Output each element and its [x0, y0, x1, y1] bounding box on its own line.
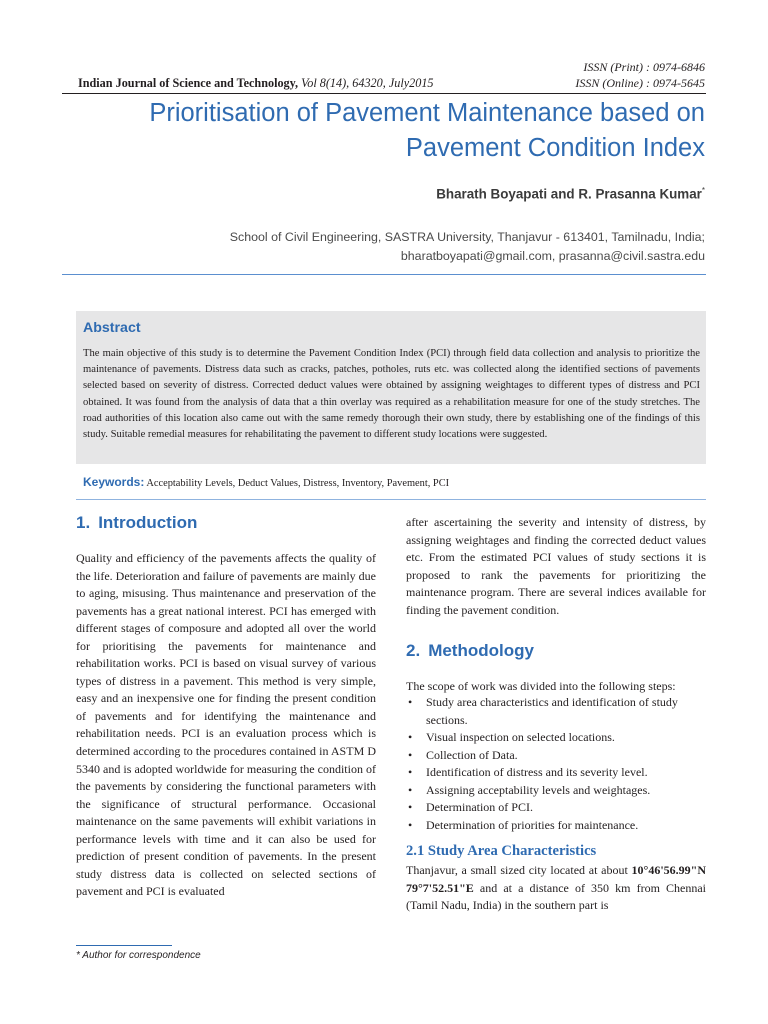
- keywords: [83, 475, 708, 489]
- methodology-intro: The scope of work was divided into the following steps:: [406, 679, 676, 693]
- journal-issue: Vol 8(14), 64320, July2015: [298, 76, 434, 90]
- section-2-number: 2.: [406, 641, 421, 660]
- section-1-heading: [76, 513, 197, 533]
- methodology-step: • Identification of distress and its severity level.: [406, 764, 706, 782]
- title-rule: [62, 274, 706, 275]
- issn-online: ISSN (Online) : 0974-5645: [575, 76, 705, 90]
- footnote-rule: [76, 945, 172, 946]
- section-2-heading: [406, 641, 534, 661]
- methodology-steps: [406, 694, 706, 834]
- section-1-number: 1.: [76, 513, 91, 532]
- author-names: Bharath Boyapati and R. Prasanna Kumar: [436, 186, 702, 202]
- abstract-text: The main objective of this study is to determine the Pavement Condition Index (PCI) through field data collection and analysis to prioritize the maintenance of pavements. Distress data such as cracks, patches, potholes, ruts etc. was collected along the identified sections of pavements selected based on severity of distress. Corrected deduct values were obtained by assigning weightages to different types of distress and PCI obtained. It was found from the analysis of data that a thin overlay was required as a rehabilitation measure for one of the study stretches. The road authorities of this location also came out with the same remedy thorough their own study, there by establishing one of the findings of this study. Suitable remedial measures for rehabilitating the pavement to different study locations were suggested.: [83, 348, 700, 441]
- paper-title: [85, 96, 705, 166]
- methodology-step: • Visual inspection on selected locations.: [406, 729, 706, 747]
- issn-print: ISSN (Print) : 0974-6846: [583, 60, 705, 74]
- study-area-text-end: and at a distance of 350 km from Chennai (Tamil Nadu, India) in the southern part is: [406, 880, 706, 913]
- study-area-text-start: Thanjavur, a small sized city located at about: [406, 863, 632, 877]
- methodology-step: • Collection of Data.: [406, 747, 706, 765]
- journal-citation: [78, 76, 434, 91]
- affiliation-emails: bharatboyapati@gmail.com, prasanna@civil.sastra.edu: [400, 249, 705, 263]
- introduction-paragraph: Quality and efficiency of the pavements affects the quality of the life. Deterioration and failure of pavements are mainly due to aging, misusing. Thus maintenance and preservation of the pavements has a great national interest. PCI has emerged with different stages of composure and adopted all over the world for prioritising the pavements for maintenance and rehabilitation works. PCI is based on visual survey of various types of distress in a pavement. This method is very simple, easy and an inexpensive one for finding the present condition of pavements and for identifying the maintenance and rehabilitation needs. PCI is an evaluation process which is determined according to the procedures contained in ASTM D 5340 and is adopted worldwide for measuring the condition of the pavements by considering the functional parameters with the significance of structural performance. Occasional maintenance on the same pavements will exhibit variations in performance levels with time and it can also be used for prediction of present condition of pavements. In the present study distress data is collected on selected sections of pavement and PCI is evaluated: [76, 551, 376, 899]
- issn-block: [575, 59, 705, 91]
- abstract-heading: Abstract: [83, 320, 141, 336]
- affiliation: [230, 228, 705, 266]
- title-line-1: Prioritisation of Pavement Maintenance based on: [149, 99, 705, 127]
- header-rule: [62, 93, 706, 94]
- methodology-step: • Determination of priorities for maintenance.: [406, 817, 706, 835]
- subsection-2-1-heading: 2.1 Study Area Characteristics: [406, 843, 597, 859]
- authors: [436, 186, 705, 201]
- section-2-title: Methodology: [428, 641, 534, 660]
- study-area-paragraph: [406, 862, 706, 915]
- keywords-rule: [76, 499, 706, 500]
- keywords-label: Keywords:: [83, 475, 145, 489]
- journal-name: Indian Journal of Science and Technology,: [78, 76, 299, 90]
- corresponding-mark: *: [701, 186, 705, 195]
- footnote: * Author for correspondence: [76, 950, 201, 961]
- methodology-step: • Study area characteristics and identification of study sections.: [406, 694, 706, 729]
- methodology-step: • Determination of PCI.: [406, 799, 706, 817]
- methodology-step: • Assigning acceptability levels and weightages.: [406, 782, 706, 800]
- section-1-title: Introduction: [98, 513, 198, 532]
- title-line-2: Pavement Condition Index: [405, 134, 705, 162]
- study-area-coordinates: 10°46'56.99"N 79°7'52.51"E: [406, 863, 706, 895]
- affiliation-institution: School of Civil Engineering, SASTRA University, Thanjavur - 613401, Tamilnadu, India;: [229, 230, 705, 244]
- introduction-paragraph-cont: after ascertaining the severity and intensity of distress, by assigning weightages and finding the corrected deduct values etc. From the estimated PCI values of study sections it is proposed to rank the pavements for prioritizing the maintenance program. There are several indices available for finding the pavement condition.: [406, 515, 706, 617]
- keywords-list: Acceptability Levels, Deduct Values, Distress, Inventory, Pavement, PCI: [144, 478, 450, 489]
